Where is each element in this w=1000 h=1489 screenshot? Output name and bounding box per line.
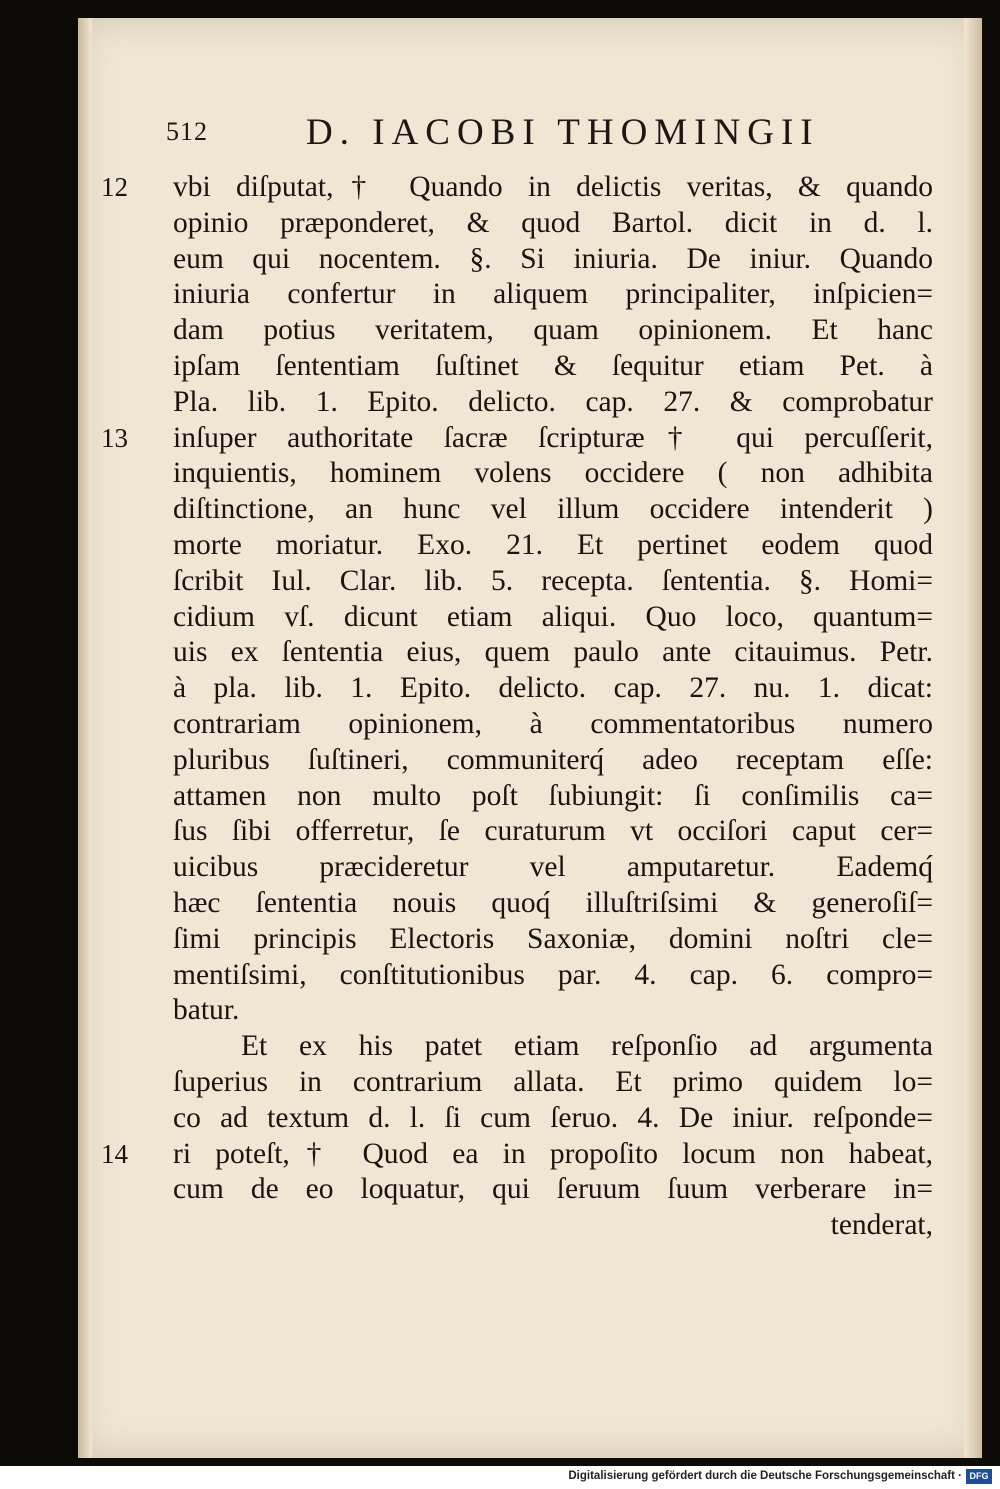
page-edge-shadow (964, 18, 982, 1458)
text-line (173, 779, 933, 815)
marginal-number: 14 (101, 1138, 128, 1169)
line-text: attamen non multo poſt ſubiungit: ſi conſimilis ca= (173, 779, 933, 812)
text-line (173, 886, 933, 922)
text-line (101, 170, 933, 206)
line-text: ſimi principis Electoris Saxoniæ, domini noſtri cle= (173, 922, 933, 955)
line-text: batur. (173, 994, 240, 1027)
line-text: hæc ſententia nouis quoq́ illuſtriſsimi & generoſiſ= (173, 886, 933, 919)
book-page (78, 18, 982, 1458)
line-text: Pla. lib. 1. Epito. delicto. cap. 27. & comprobatur (173, 385, 933, 418)
text-line (173, 600, 933, 636)
text-line (173, 850, 933, 886)
text-line (173, 958, 933, 994)
line-text: ri poteſt,† Quod ea in propoſito locum non habeat, (173, 1137, 933, 1170)
page-gutter-shadow (78, 18, 92, 1458)
line-text: ſus ſibi offerretur, ſe curaturum vt occiſori caput cer= (173, 815, 933, 848)
text-line (173, 456, 933, 492)
line-text: ipſam ſententiam ſuſtinet & ſequitur etiam Pet. à (173, 349, 933, 382)
text-line (173, 1029, 933, 1065)
dfg-logo: DFG (966, 1469, 992, 1484)
text-line (173, 1101, 933, 1137)
line-text: contrariam opinionem, à commentatoribus numero (173, 707, 933, 740)
line-text: morte moriatur. Exo. 21. Et pertinet eodem quod (173, 528, 933, 561)
line-text: inquientis, hominem volens occidere ( non adhibita (173, 457, 933, 490)
text-line (173, 492, 933, 528)
line-text: co ad textum d. l. ſi cum ſeruo. 4. De iniur. reſponde= (173, 1101, 933, 1134)
line-text: mentiſsimi, conſtitutionibus par. 4. cap. 6. compro= (173, 958, 933, 991)
text-line (173, 277, 933, 313)
page-number: 512 (166, 117, 208, 146)
page-header (166, 111, 846, 157)
text-line (173, 707, 933, 743)
line-text: uis ex ſententia eius, quem paulo ante citauimus. Petr. (173, 636, 933, 669)
text-line (173, 528, 933, 564)
line-text: cidium vſ. dicunt etiam aliqui. Quo loco, quantum= (173, 600, 933, 633)
text-line (173, 993, 933, 1029)
text-line (173, 1172, 933, 1208)
line-text: uicibus præcideretur vel amputaretur. Eademq́ (173, 851, 933, 884)
line-text: vbi diſputat,† Quando in delictis veritas, & quando (173, 171, 933, 203)
marginal-number: 12 (101, 172, 128, 202)
line-text: opinio præponderet, & quod Bartol. dicit in d. l. (173, 206, 933, 239)
text-line (173, 1208, 933, 1244)
text-line (173, 564, 933, 600)
line-text: iniuria confertur in aliquem principaliter, inſpicien= (173, 278, 933, 311)
text-line (173, 313, 933, 349)
marginal-number: 13 (101, 422, 128, 453)
text-line (173, 922, 933, 958)
line-text: cum de eo loquatur, qui ſeruum ſuum verberare in= (173, 1173, 933, 1206)
line-text: diſtinctione, an hunc vel illum occidere intenderit ) (173, 493, 933, 526)
text-line (173, 671, 933, 707)
funding-credit: Digitalisierung gefördert durch die Deutsche Forschungsgemeinschaft · (568, 1470, 962, 1482)
line-text: Et ex his patet etiam reſponſio ad argumenta (241, 1030, 933, 1063)
digitization-footer (0, 1466, 1000, 1489)
text-line (173, 349, 933, 385)
text-line (173, 635, 933, 671)
text-line (101, 421, 933, 457)
text-line (173, 385, 933, 421)
line-text: tenderat, (830, 1209, 933, 1242)
line-text: ſcribit Iul. Clar. lib. 5. recepta. ſententia. §. Homi= (173, 564, 933, 597)
text-line (173, 206, 933, 242)
line-text: pluribus ſuſtineri, communiterq́ adeo receptam eſſe: (173, 743, 933, 776)
body-text (101, 170, 933, 1244)
text-line (173, 242, 933, 278)
line-text: à pla. lib. 1. Epito. delicto. cap. 27. nu. 1. dicat: (173, 672, 933, 705)
line-text: eum qui nocentem. §. Si iniuria. De iniur. Quando (173, 242, 933, 275)
line-text: ſuperius in contrarium allata. Et primo quidem lo= (173, 1065, 933, 1098)
line-text: inſuper authoritate ſacræ ſcripturæ† qui percuſſerit, (173, 421, 933, 454)
text-line (173, 814, 933, 850)
text-line (173, 743, 933, 779)
text-line (173, 1065, 933, 1101)
text-line (101, 1137, 933, 1173)
running-title: D. IACOBI THOMINGII (306, 112, 820, 153)
line-text: dam potius veritatem, quam opinionem. Et hanc (173, 314, 933, 347)
